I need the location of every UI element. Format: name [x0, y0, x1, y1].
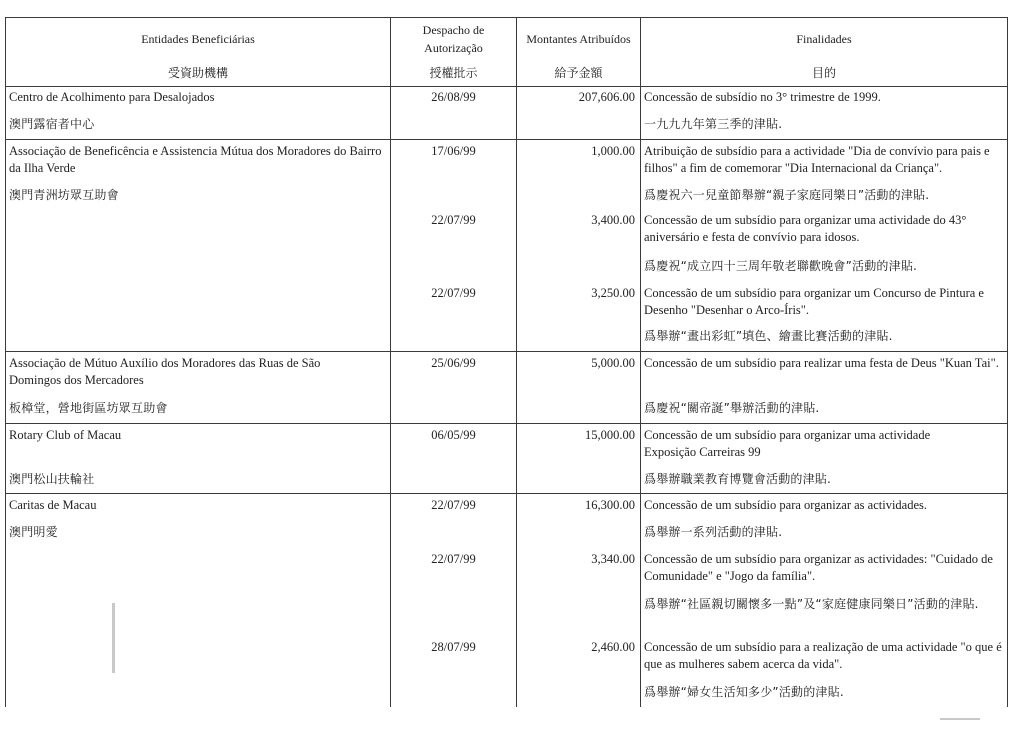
grant-amount: 15,000.00 [585, 428, 635, 442]
row-divider [5, 423, 1008, 424]
column-divider [640, 17, 641, 707]
header-despacho-cn: 授權批示 [429, 66, 478, 80]
row-divider [5, 139, 1008, 140]
grant-amount: 1,000.00 [591, 144, 635, 158]
grant-purpose-pt: Concessão de subsídio no 3° trimestre de 1999. [644, 90, 881, 104]
grant-amount: 207,606.00 [578, 90, 635, 104]
grant-date: 17/06/99 [431, 144, 476, 158]
grant-purpose-cn: 爲舉辦職業教育博覽會活動的津貼. [644, 472, 832, 486]
entity-name-cn: 板樟堂，營地街區坊眾互助會 [9, 401, 168, 415]
grant-date: 26/08/99 [431, 90, 476, 104]
header-amount-cn: 給予金額 [554, 66, 603, 80]
header-entity-cn: 受資助機構 [167, 66, 228, 80]
grant-purpose-cn: 一九九九年第三季的津貼. [644, 117, 783, 131]
grant-purpose-pt: Concessão de um subsídio para a realização de uma actividade "o que é que as mulheres sabem acerca da vida". [644, 640, 1002, 671]
grant-date: 22/07/99 [431, 213, 476, 227]
grant-purpose-pt: Concessão de um subsídio para organizar uma actividade Exposição Carreiras 99 [644, 428, 931, 459]
entity-name-cn: 澳門露宿者中心 [9, 117, 95, 131]
row-divider [5, 351, 1008, 352]
grant-date: 22/07/99 [431, 552, 476, 566]
grant-amount: 5,000.00 [591, 356, 635, 370]
entity-name-pt: Caritas de Macau [9, 498, 97, 512]
grant-purpose-pt: Concessão de um subsídio para organizar uma actividade do 43° aniversário e festa de convívio para idosos. [644, 213, 967, 244]
table-top-border [5, 17, 1008, 18]
grant-purpose-cn: 爲慶祝“成立四十三周年敬老聯歡晚會”活動的津貼. [644, 259, 918, 273]
table-left-border [5, 17, 6, 707]
scan-artifact [940, 718, 980, 720]
grant-purpose-cn: 爲慶祝六一兒童節舉辦“親子家庭同樂日”活動的津貼. [644, 188, 930, 202]
header-bottom-border [5, 86, 1008, 87]
grant-purpose-pt: Concessão de um subsídio para organizar um Concurso de Pintura e Desenho "Desenhar o Arco-Íris". [644, 286, 984, 317]
grant-purpose-cn: 爲慶祝“關帝誕”舉辦活動的津貼. [644, 401, 820, 415]
entity-name-cn: 澳門青洲坊眾互助會 [9, 188, 119, 202]
header-purpose-pt: Finalidades [796, 32, 852, 46]
entity-name-pt: Associação de Mútuo Auxílio dos Moradores das Ruas de São Domingos dos Mercadores [9, 356, 321, 387]
grant-amount: 2,460.00 [591, 640, 635, 654]
entity-name-pt: Rotary Club of Macau [9, 428, 122, 442]
header-purpose-cn: 目的 [811, 66, 836, 80]
grant-date: 22/07/99 [431, 498, 476, 512]
grant-purpose-pt: Concessão de um subsídio para organizar as actividades. [644, 498, 928, 512]
grant-purpose-pt: Atribuição de subsídio para a actividade "Dia de convívio para pais e filhos" a fim de comemorar "Dia Internacional da Criança". [644, 144, 990, 175]
grant-amount: 3,340.00 [591, 552, 635, 566]
entity-name-cn: 澳門松山扶輪社 [9, 472, 95, 486]
scan-artifact [112, 603, 115, 673]
entity-name-pt: Centro de Acolhimento para Desalojados [9, 90, 215, 104]
header-entity-pt: Entidades Beneficiárias [141, 32, 255, 46]
header-despacho-line1: Despacho de [422, 23, 485, 37]
grant-date: 06/05/99 [431, 428, 476, 442]
grant-amount: 3,400.00 [591, 213, 635, 227]
header-amount-pt: Montantes Atribuídos [526, 32, 631, 46]
grant-purpose-cn: 爲舉辦“社區親切關懷多一點”及“家庭健康同樂日”活動的津貼. [644, 597, 979, 611]
grant-amount: 16,300.00 [585, 498, 635, 512]
grant-purpose-pt: Concessão de um subsídio para organizar as actividades: "Cuidado de Comunidade" e "Jogo da família". [644, 552, 993, 583]
header-despacho-line2: Autorização [424, 41, 483, 55]
table-right-border [1007, 17, 1008, 707]
entity-name-cn: 澳門明愛 [9, 525, 58, 539]
grant-purpose-cn: 爲舉辦“畫出彩虹”填色、繪畫比賽活動的津貼. [644, 329, 893, 343]
grant-date: 25/06/99 [431, 356, 476, 370]
grant-date: 22/07/99 [431, 286, 476, 300]
grant-purpose-pt: Concessão de um subsídio para realizar uma festa de Deus "Kuan Tai". [644, 356, 999, 370]
grant-purpose-cn: 爲舉辦“婦女生活知多少”活動的津貼. [644, 685, 844, 699]
entity-name-pt: Associação de Beneficência e Assistencia Mútua dos Moradores do Bairro da Ilha Verde [9, 144, 382, 175]
grant-amount: 3,250.00 [591, 286, 635, 300]
row-divider [5, 493, 1008, 494]
grant-purpose-cn: 爲舉辦一系列活動的津貼. [644, 525, 783, 539]
grant-date: 28/07/99 [431, 640, 476, 654]
